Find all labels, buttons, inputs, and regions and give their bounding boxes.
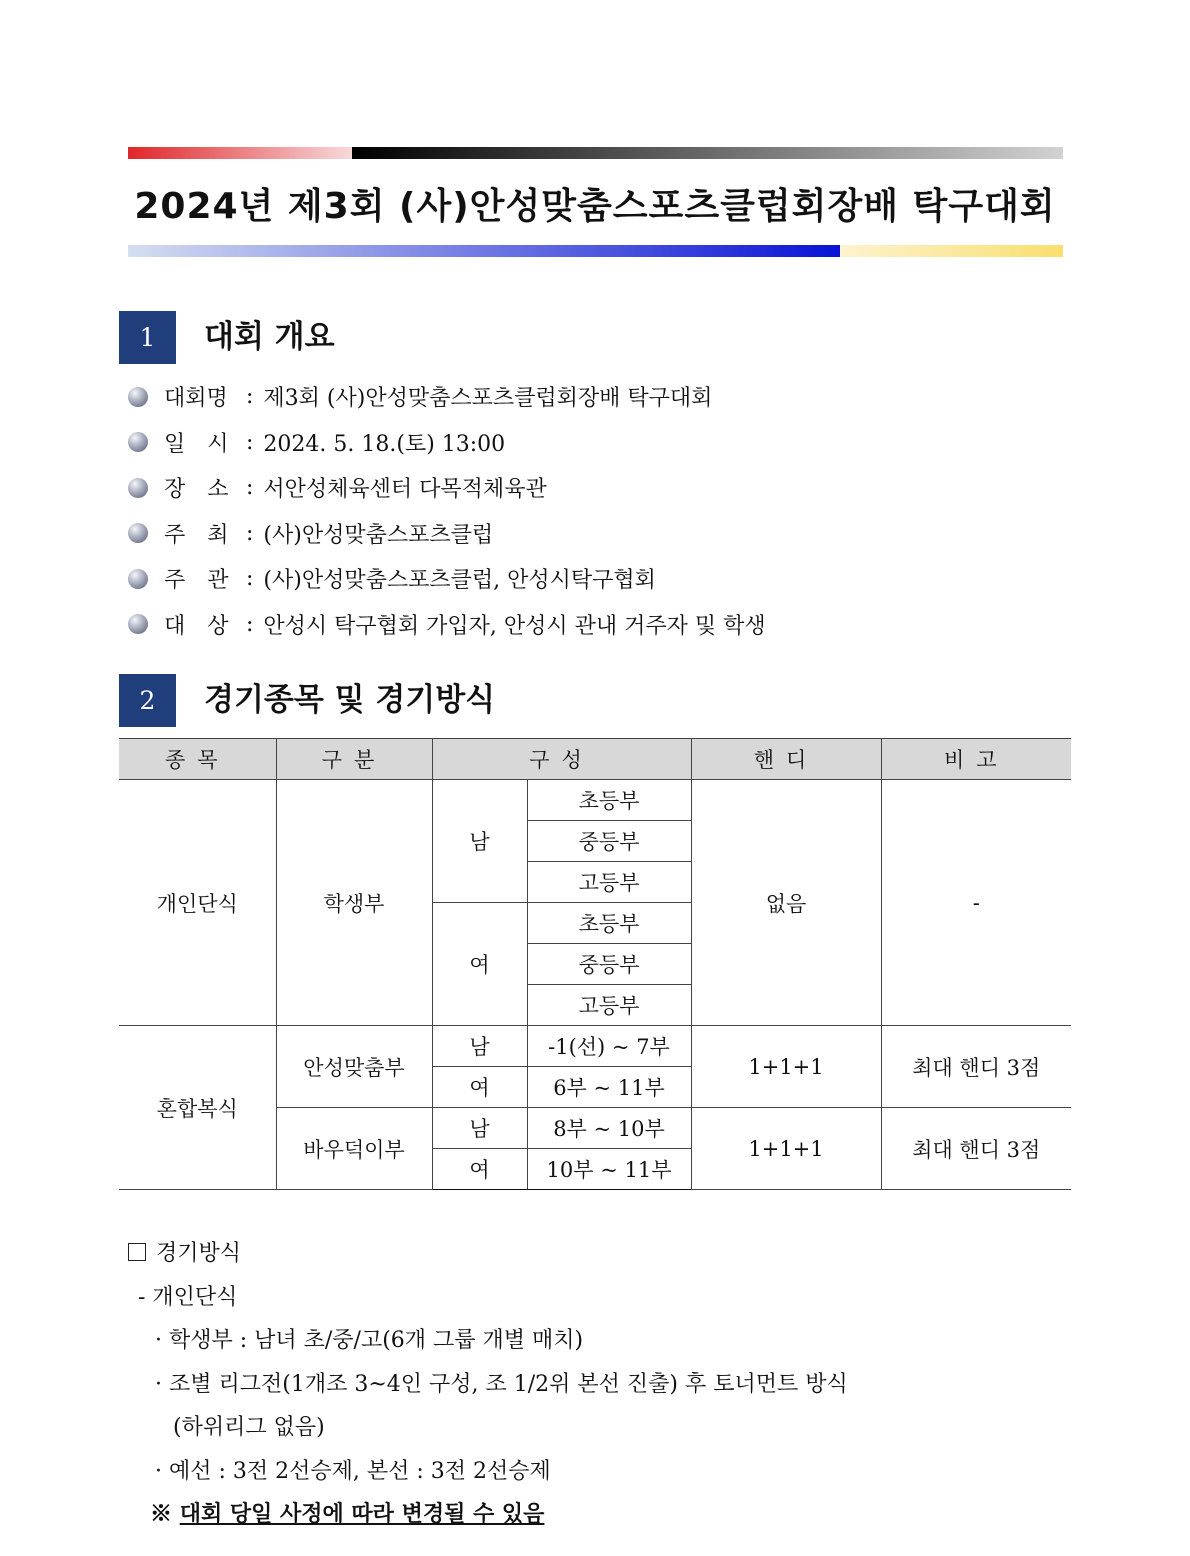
group-cell: 초등부 (527, 780, 691, 821)
section-2-number: 2 (119, 674, 176, 727)
item-value: 제3회 (사)안성맞춤스포츠클럽회장배 탁구대회 (263, 386, 713, 412)
document-title: 2024년 제3회 (사)안성맞춤스포츠클럽회장배 탁구대회 (134, 186, 1056, 227)
col-header-composition: 구성 (432, 739, 691, 780)
method-line: · 학생부 : 남녀 초/중/고(6개 그룹 개별 매치) (155, 1328, 584, 1353)
singles-female-cell: 여 (432, 903, 527, 1026)
doubles-note-cell: 최대 핸디 3점 (881, 1026, 1071, 1108)
doubles-event-cell: 혼합복식 (119, 1026, 276, 1190)
item-separator: : (246, 429, 254, 455)
range-cell: 6부 ~ 11부 (527, 1067, 691, 1108)
section-1-title: 대회 개요 (204, 319, 335, 355)
top-red-bar (128, 147, 352, 159)
method-heading (128, 1232, 848, 1276)
item-separator: : (246, 611, 254, 637)
item-value: 서안성체육센터 다목적체육관 (263, 477, 547, 503)
method-line: · 조별 리그전(1개조 3~4인 구성, 조 1/2위 본선 진출) 후 토너먼트 방식 (155, 1371, 848, 1397)
section-1-header (119, 311, 719, 364)
singles-male-cell: 남 (432, 780, 527, 903)
top-black-bar (352, 147, 1063, 159)
bottom-blue-bar (128, 245, 840, 257)
sphere-bullet-icon (128, 432, 148, 452)
bottom-yellow-bar (840, 245, 1063, 257)
item-value: (사)안성맞춤스포츠클럽 (263, 522, 494, 548)
col-header-note: 비고 (881, 739, 1071, 780)
checkbox-square-icon (128, 1243, 146, 1261)
range-cell: 8부 ~ 10부 (527, 1108, 691, 1149)
method-sub-heading: - 개인단식 (138, 1284, 238, 1310)
list-item (128, 511, 766, 557)
singles-handicap-cell: 없음 (691, 780, 881, 1026)
doubles-handicap-cell: 1+1+1 (691, 1108, 881, 1190)
reference-mark-icon: ※ (150, 1501, 173, 1527)
group-cell: 고등부 (527, 862, 691, 903)
section-1-number: 1 (119, 311, 176, 364)
item-separator: : (246, 520, 254, 546)
group-cell: 고등부 (527, 985, 691, 1026)
method-note (128, 1493, 848, 1537)
table-row (119, 1026, 1071, 1067)
doubles-handicap-cell: 1+1+1 (691, 1026, 881, 1108)
item-separator: : (246, 566, 254, 592)
doubles-male-cell: 남 (432, 1026, 527, 1067)
item-separator: : (246, 384, 254, 410)
sphere-bullet-icon (128, 569, 148, 589)
overview-list (128, 374, 766, 647)
competition-table (119, 738, 1071, 1190)
method-note-text: 대회 당일 사정에 따라 변경될 수 있음 (179, 1501, 545, 1527)
table-header-row (119, 739, 1071, 780)
group-cell: 초등부 (527, 903, 691, 944)
list-item (128, 556, 766, 602)
item-value: 안성시 탁구협회 가입자, 안성시 관내 거주자 및 학생 (263, 613, 766, 639)
range-cell: -1(선) ~ 7부 (527, 1026, 691, 1067)
sphere-bullet-icon (128, 614, 148, 634)
list-item (128, 602, 766, 648)
table-row (119, 780, 1071, 821)
item-value: (사)안성맞춤스포츠클럽, 안성시탁구협회 (263, 568, 656, 594)
doubles-male-cell: 남 (432, 1108, 527, 1149)
col-header-division: 구분 (276, 739, 432, 780)
sphere-bullet-icon (128, 478, 148, 498)
doubles-division-cell: 바우덕이부 (276, 1108, 432, 1190)
sphere-bullet-icon (128, 387, 148, 407)
item-value: 2024. 5. 18.(토) 13:00 (263, 431, 506, 457)
doubles-division-cell: 안성맞춤부 (276, 1026, 432, 1108)
doubles-female-cell: 여 (432, 1067, 527, 1108)
item-label: 장 소 (164, 477, 229, 503)
singles-note-cell: - (881, 780, 1071, 1026)
doubles-female-cell: 여 (432, 1149, 527, 1190)
item-separator: : (246, 475, 254, 501)
group-cell: 중등부 (527, 944, 691, 985)
section-2-title: 경기종목 및 경기방식 (204, 682, 496, 718)
col-header-event: 종목 (119, 739, 276, 780)
group-cell: 중등부 (527, 821, 691, 862)
list-item (128, 374, 766, 420)
item-label: 일 시 (164, 431, 229, 457)
singles-division-cell: 학생부 (276, 780, 432, 1026)
item-label: 주 관 (164, 568, 229, 594)
list-item (128, 465, 766, 511)
item-label: 대 상 (164, 613, 229, 639)
singles-event-cell: 개인단식 (119, 780, 276, 1026)
item-label: 주 최 (164, 522, 229, 548)
match-method-section (128, 1232, 848, 1537)
col-header-handicap: 핸디 (691, 739, 881, 780)
method-line: (하위리그 없음) (173, 1415, 325, 1440)
method-line: · 예선 : 3전 2선승제, 본선 : 3전 2선승제 (155, 1458, 551, 1484)
item-label: 대회명 (164, 386, 228, 412)
method-heading-text: 경기방식 (156, 1241, 242, 1266)
doubles-note-cell: 최대 핸디 3점 (881, 1108, 1071, 1190)
list-item (128, 420, 766, 466)
section-2-header (119, 674, 719, 727)
range-cell: 10부 ~ 11부 (527, 1149, 691, 1190)
sphere-bullet-icon (128, 523, 148, 543)
